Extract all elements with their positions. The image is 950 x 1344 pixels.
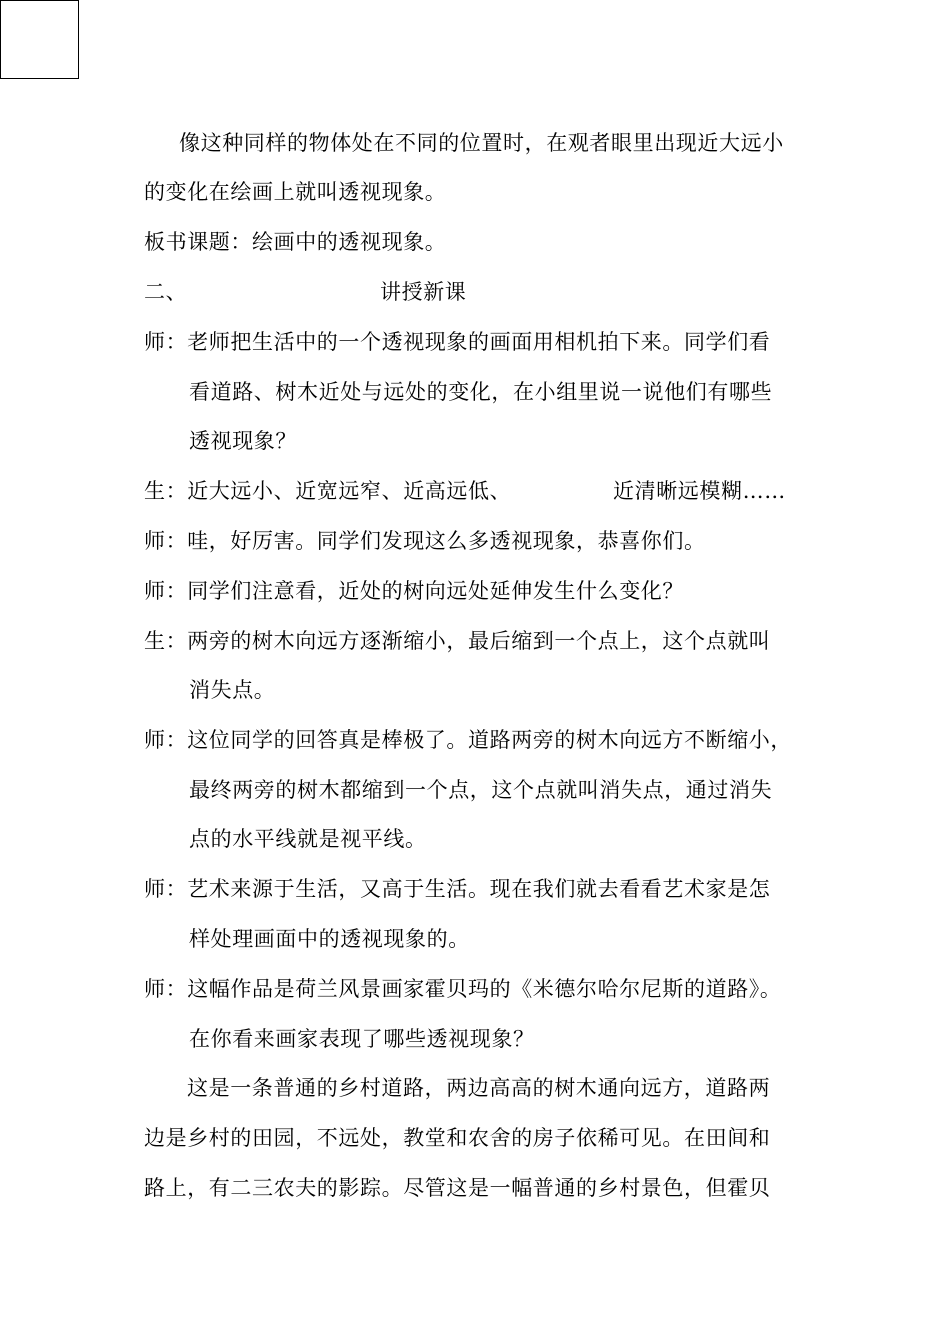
text-line: 路上，有二三农夫的影踪。尽管这是一幅普通的乡村景色，但霍贝 bbox=[144, 1176, 771, 1200]
text-line: 看道路、树木近处与远处的变化，在小组里说一说他们有哪些 bbox=[189, 380, 773, 404]
text-line: 师：这位同学的回答真是棒极了。道路两旁的树木向远方不断缩小， bbox=[144, 728, 792, 752]
text-line: 近清晰远模糊…… bbox=[613, 479, 786, 503]
text-line: 师：哇，好厉害。同学们发现这么多透视现象，恭喜你们。 bbox=[144, 529, 706, 553]
text-line: 透视现象？ bbox=[189, 429, 297, 453]
text-line: 点的水平线就是视平线。 bbox=[189, 827, 427, 851]
section-heading: 讲授新课 bbox=[380, 280, 467, 304]
section-number: 二、 bbox=[144, 280, 188, 304]
text-line: 板书课题：绘画中的透视现象。 bbox=[144, 230, 447, 254]
corner-box bbox=[0, 0, 79, 79]
text-line: 师：老师把生活中的一个透视现象的画面用相机拍下来。同学们看 bbox=[144, 330, 771, 354]
text-line: 生：近大远小、近宽远窄、近高远低、 bbox=[144, 479, 512, 503]
text-line: 生：两旁的树木向远方逐渐缩小，最后缩到一个点上，这个点就叫 bbox=[144, 629, 771, 653]
text-line: 这是一条普通的乡村道路，两边高高的树木通向远方，道路两 bbox=[187, 1076, 771, 1100]
text-line: 师：同学们注意看，近处的树向远处延伸发生什么变化？ bbox=[144, 579, 684, 603]
text-line: 最终两旁的树木都缩到一个点，这个点就叫消失点，通过消失 bbox=[189, 778, 773, 802]
text-line: 边是乡村的田园，不远处，教堂和农舍的房子依稀可见。在田间和 bbox=[144, 1126, 771, 1150]
text-line: 的变化在绘画上就叫透视现象。 bbox=[144, 180, 447, 204]
text-line: 样处理画面中的透视现象的。 bbox=[189, 927, 470, 951]
text-line: 在你看来画家表现了哪些透视现象？ bbox=[189, 1027, 535, 1051]
text-line: 消失点。 bbox=[189, 678, 276, 702]
text-line: 师：这幅作品是荷兰风景画家霍贝玛的《米德尔哈尔尼斯的道路》。 bbox=[144, 977, 782, 1001]
text-line: 师：艺术来源于生活，又高于生活。现在我们就去看看艺术家是怎 bbox=[144, 877, 771, 901]
text-line: 像这种同样的物体处在不同的位置时，在观者眼里出现近大远小 bbox=[179, 131, 784, 155]
